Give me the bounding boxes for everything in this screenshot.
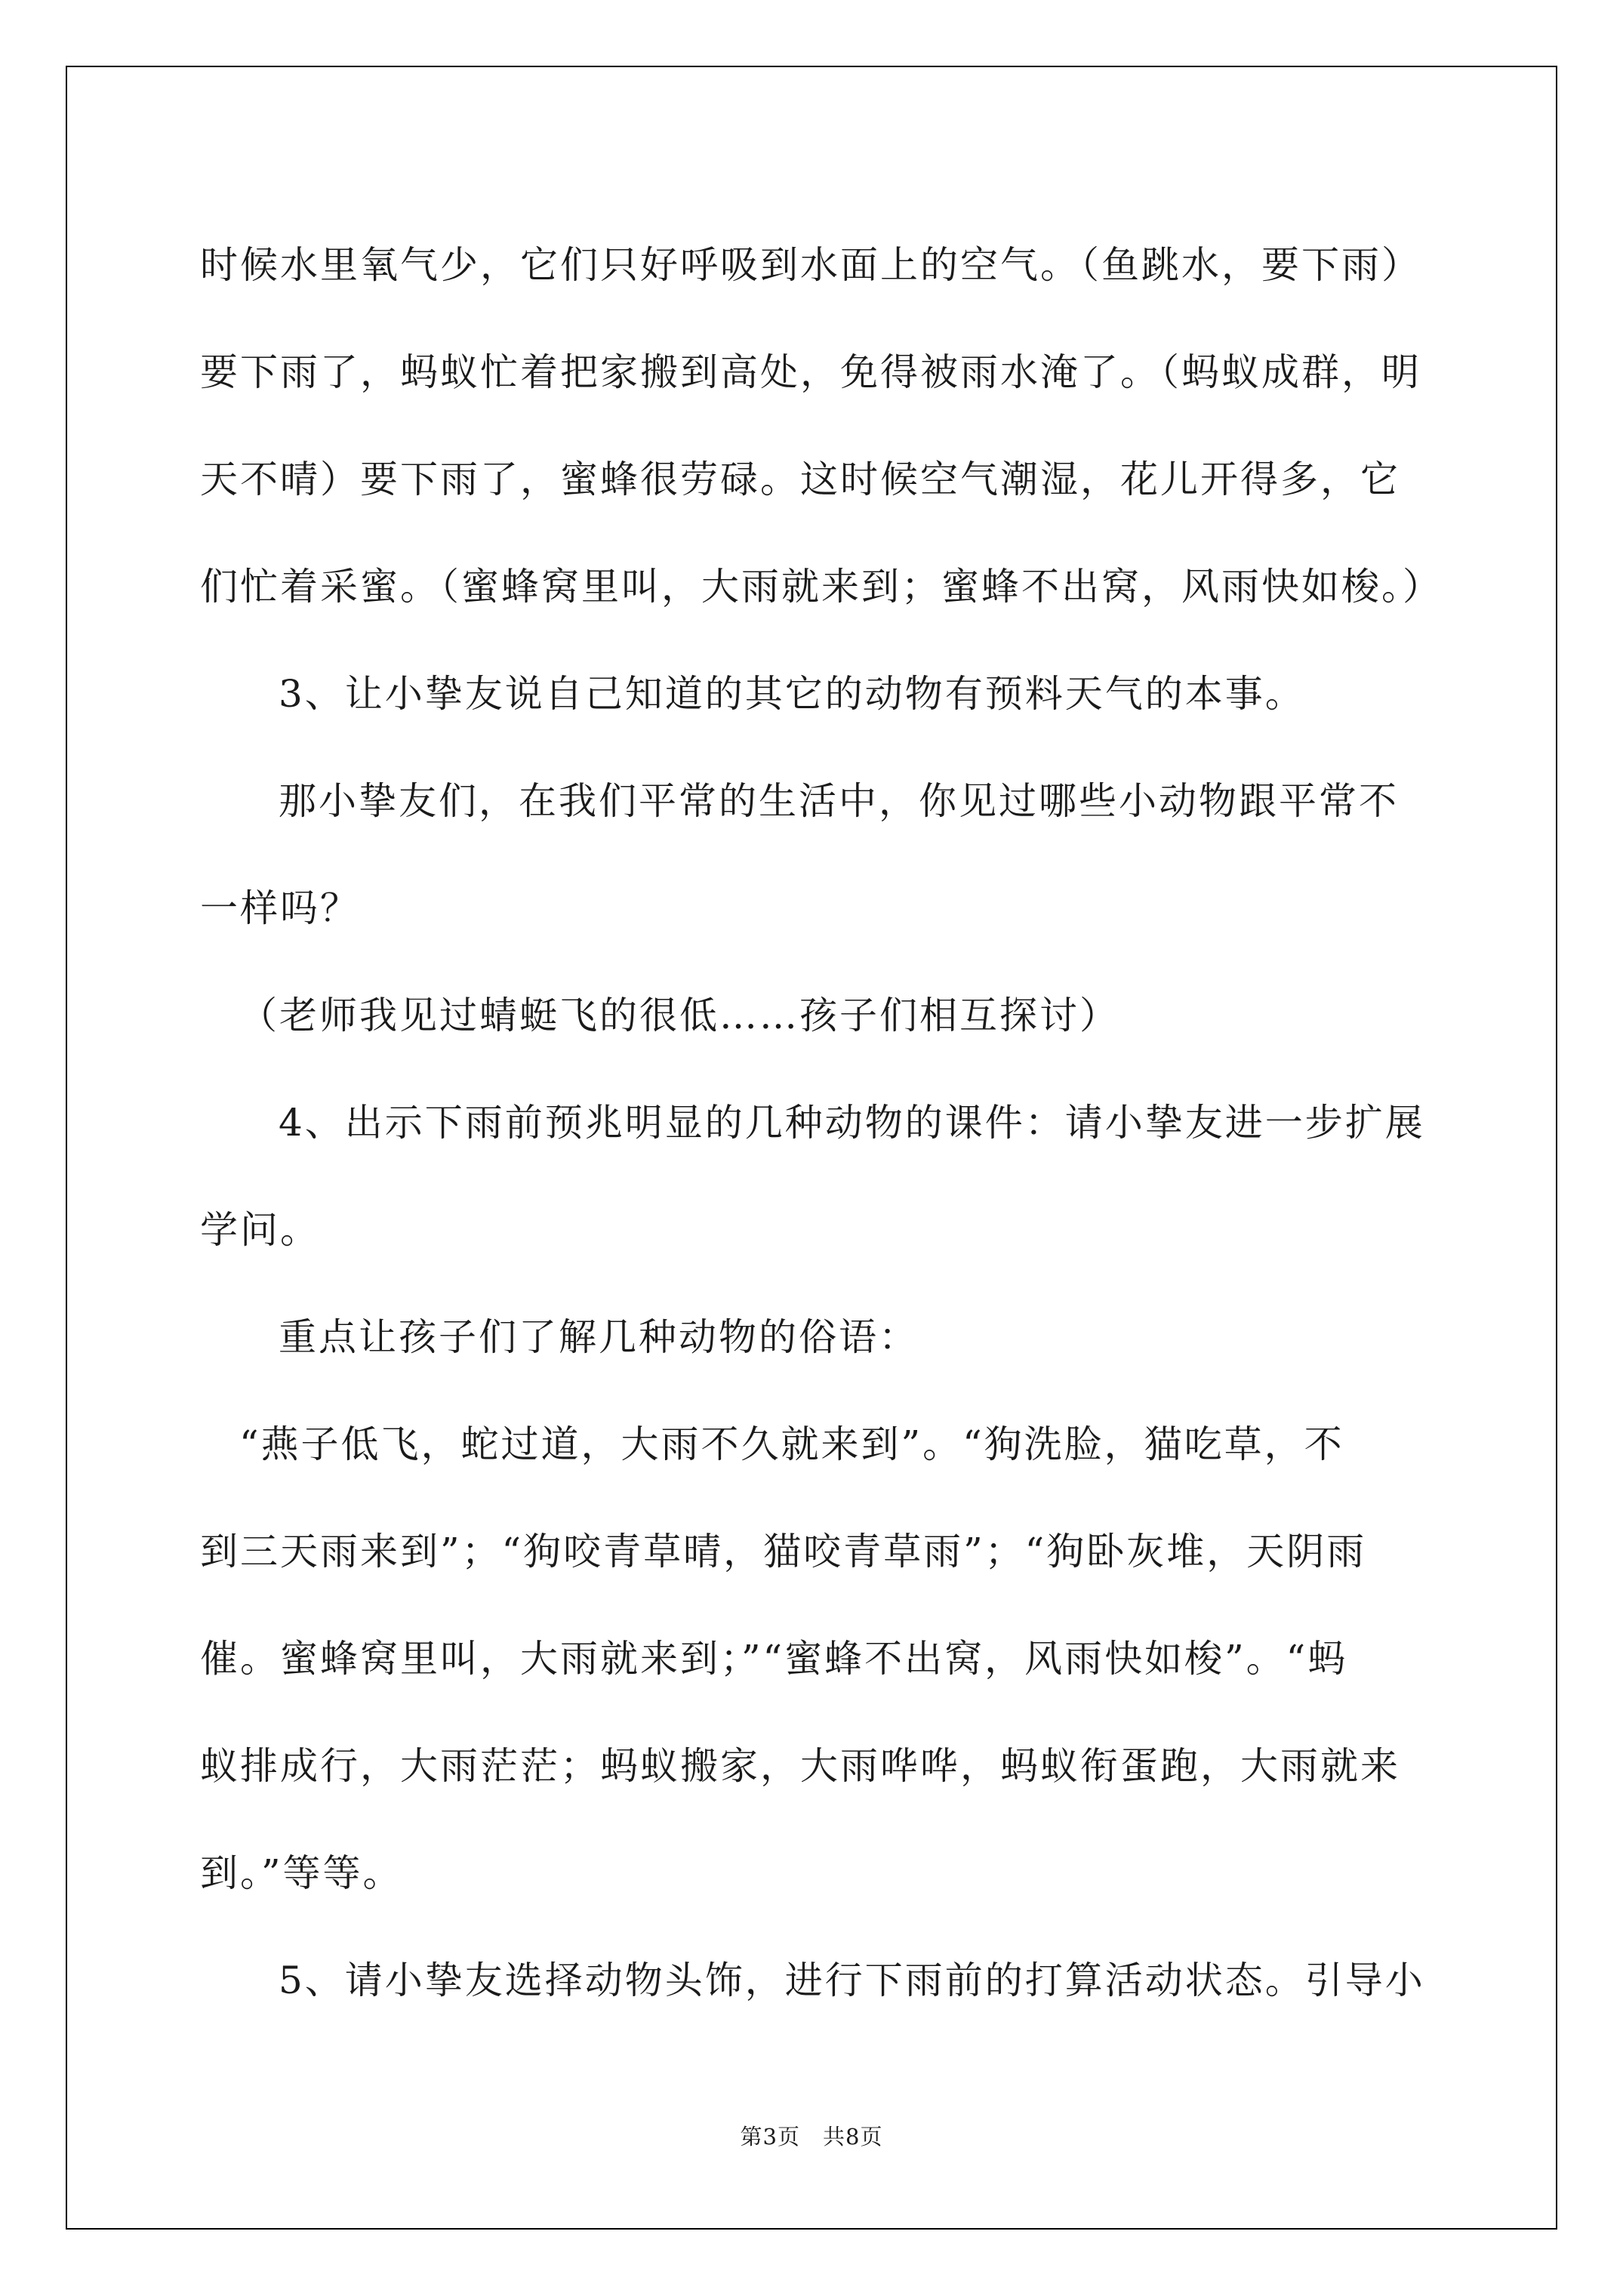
text-line: 学问。 — [200, 1208, 320, 1252]
text-line: 要下雨了，蚂蚁忙着把家搬到高处，免得被雨水淹了。（蚂蚁成群，明 — [200, 350, 1421, 394]
text-line: 时候水里氧气少，它们只好呼吸到水面上的空气。（鱼跳水，要下雨） — [200, 243, 1421, 287]
text-line: 5、请小挚友选择动物头饰，进行下雨前的打算活动状态。引导小 — [279, 1959, 1425, 2002]
text-line: 3、让小挚友说自己知道的其它的动物有预料天气的本事。 — [279, 672, 1305, 716]
text-line: 到三天雨来到”；“狗咬青草晴，猫咬青草雨”；“狗卧灰堆，天阴雨 — [200, 1530, 1367, 1573]
text-line: 一样吗？ — [200, 886, 360, 930]
document-body — [200, 211, 1443, 2034]
text-line: 催。蜜蜂窝里叫，大雨就来到；”“蜜蜂不出窝，风雨快如梭”。“蚂 — [200, 1637, 1348, 1681]
text-line: 4、出示下雨前预兆明显的几种动物的课件：请小挚友进一步扩展 — [279, 1101, 1425, 1145]
text-line: 到。”等等。 — [200, 1851, 403, 1895]
text-line: （老师我见过蜻蜓飞的很低……孩子们相互探讨） — [239, 994, 1119, 1037]
text-line: 那小挚友们，在我们平常的生活中，你见过哪些小动物跟平常不 — [279, 779, 1399, 823]
page-number-footer: 第3页 共8页 — [740, 2124, 883, 2150]
text-line: 蚁排成行，大雨茫茫；蚂蚁搬家，大雨哗哗，蚂蚁衔蛋跑，大雨就来 — [200, 1744, 1400, 1788]
text-line: 天不晴）要下雨了，蜜蜂很劳碌。这时候空气潮湿，花儿开得多，它 — [200, 458, 1400, 501]
text-line: 重点让孩子们了解几种动物的俗语： — [279, 1315, 919, 1359]
text-line: “燕子低飞，蛇过道，大雨不久就来到”。“狗洗脸，猫吃草，不 — [239, 1422, 1344, 1466]
text-line: 们忙着采蜜。（蜜蜂窝里叫，大雨就来到；蜜蜂不出窝，风雨快如梭。） — [200, 565, 1443, 609]
